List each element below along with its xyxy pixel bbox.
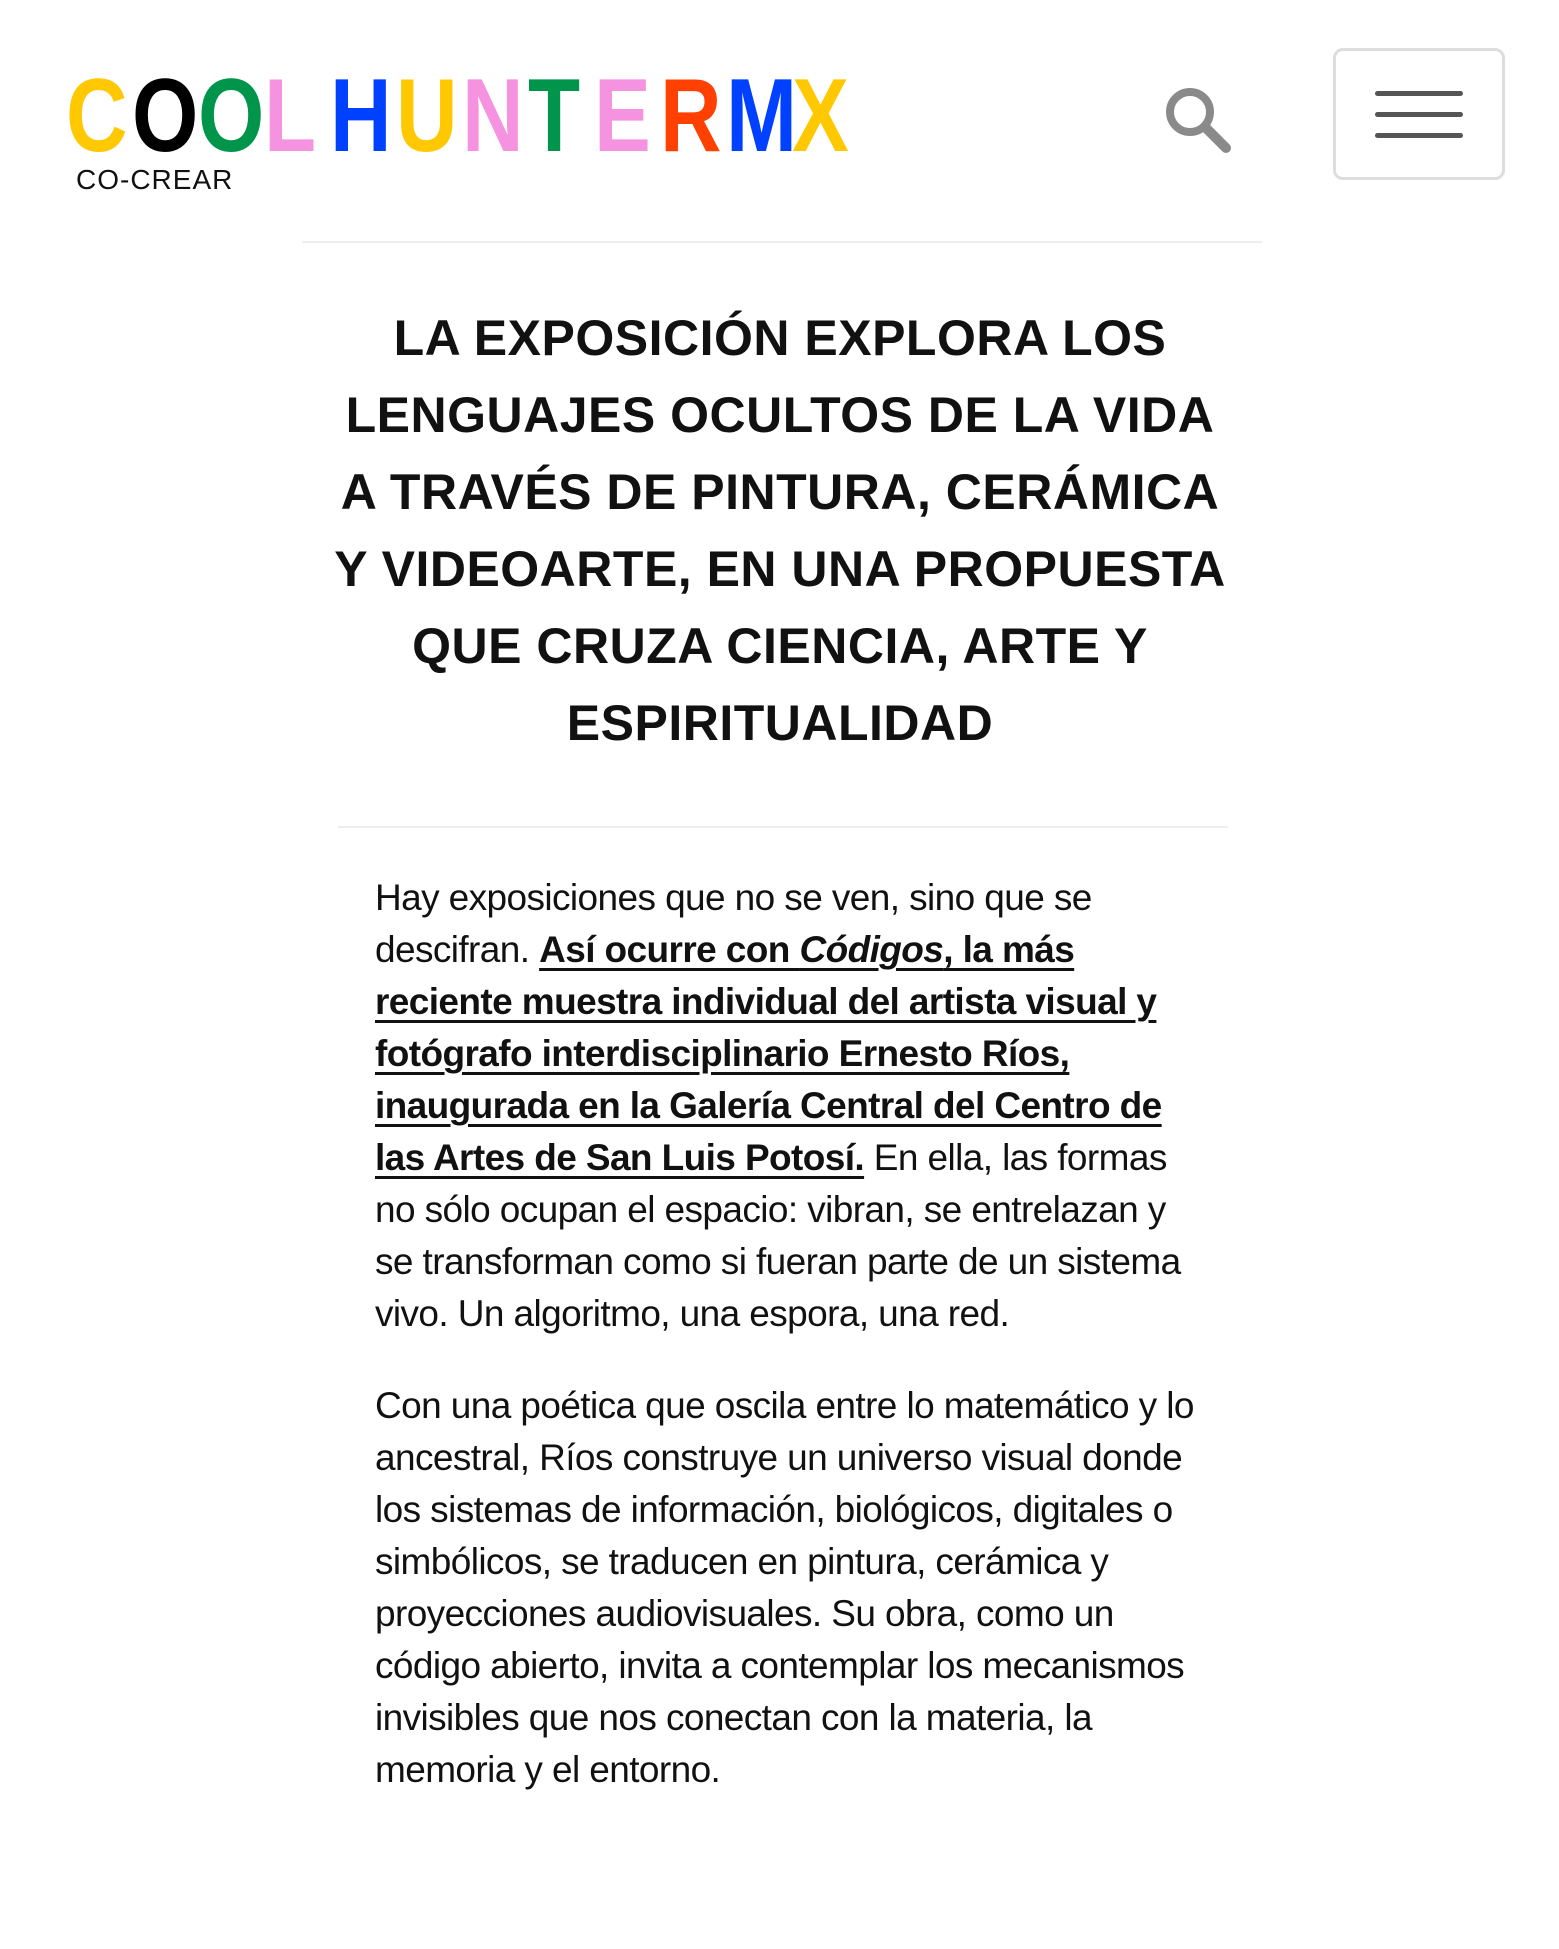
search-icon — [1160, 82, 1234, 156]
paragraph — [375, 872, 1205, 1340]
logo-letter: C — [66, 58, 125, 174]
logo-letter: R — [660, 58, 719, 174]
logo-subtitle: CO-CREAR — [76, 164, 234, 195]
paragraph-text: En ella, las formas no sólo ocupan el espacio: vibran, se entrelazan y se transforman como si fueran parte de un sistema vivo. Un algoritmo, una espora, una red. — [375, 1137, 1181, 1334]
site-logo[interactable] — [66, 58, 858, 174]
paragraph-text: Hay exposiciones que no se ven, sino que se descifran. — [375, 877, 1092, 970]
logo-letter: L — [264, 58, 313, 174]
link-text-italic: Códigos — [799, 929, 944, 970]
menu-button[interactable] — [1333, 48, 1505, 180]
logo-letter: U — [396, 58, 455, 174]
divider — [302, 241, 1262, 243]
hamburger-menu-icon — [1375, 133, 1463, 138]
logo-letter: H — [330, 58, 389, 174]
paragraph: Con una poética que oscila entre lo matemático y lo ancestral, Ríos construye un universo visual donde los sistemas de información, biológicos, digitales o simbólicos, se traducen en pintura, cerámica y proyecciones audiovisuales. Su obra, como un código abierto, invita a contemplar los mecanismos invisibles que nos conectan con la materia, la memoria y el entorno. — [375, 1385, 1194, 1790]
logo-letter: O — [132, 58, 196, 174]
link-text: , la más reciente muestra individual del artista visual y fotógrafo interdisciplinario Ernesto Ríos, inaugurada en la Galería Central del Centro de las Artes de San Luis Potosí. — [375, 929, 1162, 1178]
article-body — [375, 872, 1205, 1836]
logo-letter: M — [726, 58, 794, 174]
logo-letter: T — [528, 58, 577, 174]
divider — [338, 826, 1228, 828]
article-headline: LA EXPOSICIÓN EXPLORA LOS LENGUAJES OCULTOS DE LA VIDA A TRAVÉS DE PINTURA, CERÁMICA Y VIDEOARTE, EN UNA PROPUESTA QUE CRUZA CIENCIA, ARTE Y ESPIRITUALIDAD — [334, 310, 1226, 751]
hamburger-menu-icon — [1375, 112, 1463, 117]
hamburger-menu-icon — [1375, 91, 1463, 96]
logo-letter: N — [462, 58, 521, 174]
logo-letter: O — [198, 58, 262, 174]
link-text: Así ocurre con — [539, 929, 800, 970]
search-button[interactable] — [1160, 82, 1234, 156]
logo-letter: X — [792, 58, 846, 174]
logo-letter: E — [594, 58, 648, 174]
